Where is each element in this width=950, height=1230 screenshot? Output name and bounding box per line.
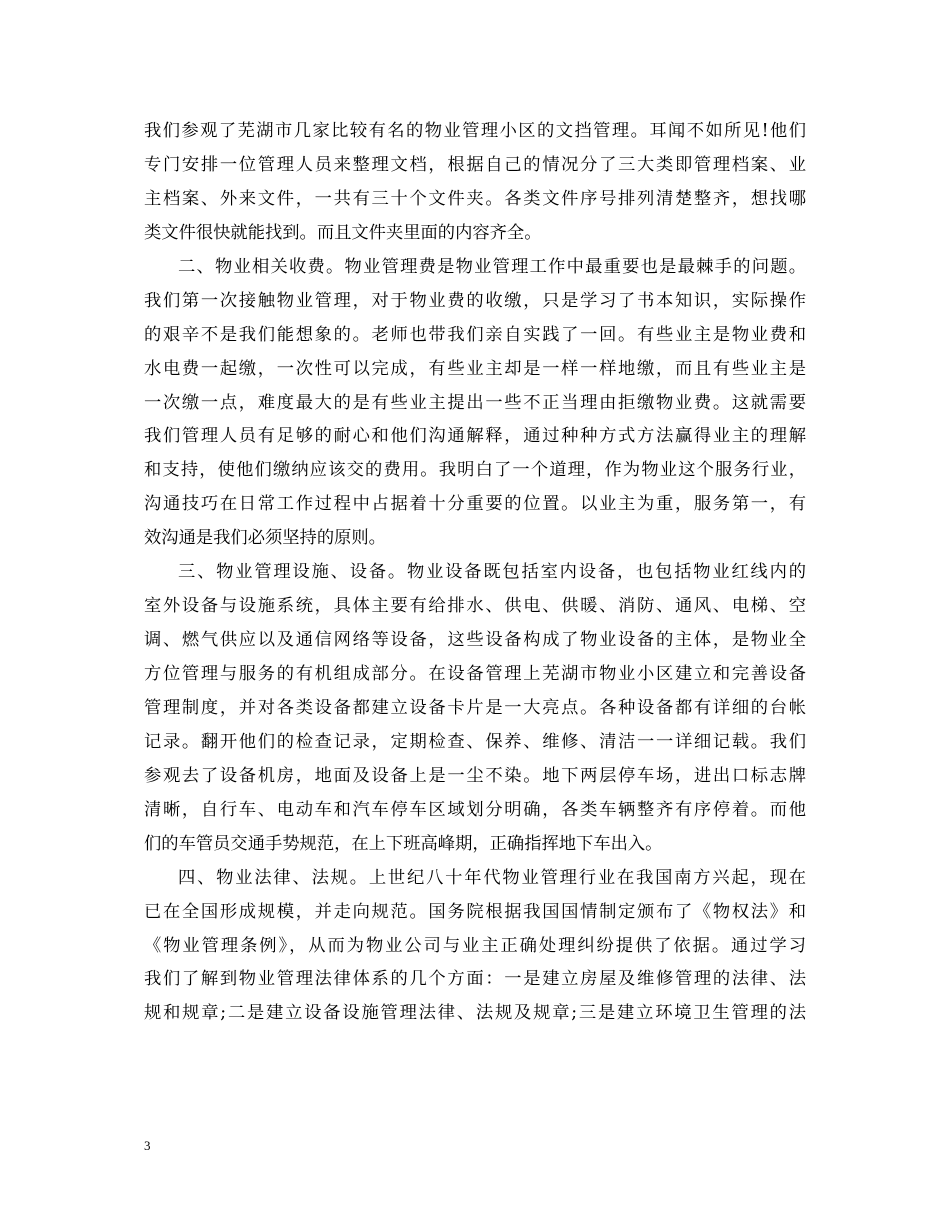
text-line: 水电费一起缴，一次性可以完成，有些业主却是一样一样地缴，而且有些业主是 bbox=[144, 358, 808, 379]
paragraph-first-line: 四、物业法律、法规。上世纪八十年代物业管理行业在我国南方兴起，现在 bbox=[178, 867, 808, 888]
text-line: 参观去了设备机房，地面及设备上是一尘不染。地下两层停车场，进出口标志牌 bbox=[144, 765, 808, 786]
text-line: 们的车管员交通手势规范，在上下班高峰期，正确指挥地下车出入。 bbox=[144, 833, 663, 854]
text-line: 沟通技巧在日常工作过程中占据着十分重要的位置。以业主为重，服务第一，有 bbox=[144, 494, 808, 515]
text-line: 规和规章;二是建立设备设施管理法律、法规及规章;三是建立环境卫生管理的法 bbox=[144, 1003, 808, 1024]
text-line: 调、燃气供应以及通信网络等设备，这些设备构成了物业设备的主体，是物业全 bbox=[144, 630, 808, 651]
text-line: 方位管理与服务的有机组成部分。在设备管理上芜湖市物业小区建立和完善设备 bbox=[144, 664, 808, 684]
text-line: 《物业管理条例》，从而为物业公司与业主正确处理纠纷提供了依据。通过学习 bbox=[144, 935, 808, 956]
body-text bbox=[144, 115, 806, 1031]
text-line: 已在全国形成规模，并走向规范。国务院根据我国国情制定颁布了《物权法》和 bbox=[144, 901, 808, 922]
text-line: 一次缴一点，难度最大的是有些业主提出一些不正当理由拒缴物业费。这就需要 bbox=[144, 392, 808, 413]
text-line: 类文件很快就能找到。而且文件夹里面的内容齐全。 bbox=[144, 222, 542, 243]
text-line: 我们管理人员有足够的耐心和他们沟通解释，通过种种方式方法赢得业主的理解 bbox=[144, 426, 808, 447]
text-line: 管理制度，并对各类设备都建立设备卡片是一大亮点。各种设备都有详细的台帐 bbox=[144, 697, 808, 718]
text-line: 我们第一次接触物业管理，对于物业费的收缴，只是学习了书本知识，实际操作 bbox=[144, 290, 808, 311]
text-line: 清晰，自行车、电动车和汽车停车区域划分明确，各类车辆整齐有序停着。而他 bbox=[144, 799, 808, 820]
text-line: 主档案、外来文件，一共有三十个文件夹。各类文件序号排列清楚整齐，想找哪 bbox=[144, 188, 808, 209]
text-line: 和支持，使他们缴纳应该交的费用。我明白了一个道理，作为物业这个服务行业， bbox=[144, 460, 808, 481]
text-line: 的艰辛不是我们能想象的。老师也带我们亲自实践了一回。有些业主是物业费和 bbox=[144, 324, 808, 345]
text-line: 室外设备与设施系统，具体主要有给排水、供电、供暖、消防、通风、电梯、空 bbox=[144, 596, 808, 617]
text-line: 专门安排一位管理人员来整理文档，根据自己的情况分了三大类即管理档案、业 bbox=[144, 154, 808, 175]
text-line: 我们了解到物业管理法律体系的几个方面：一是建立房屋及维修管理的法律、法 bbox=[144, 969, 808, 990]
text-line: 效沟通是我们必须坚持的原则。 bbox=[144, 528, 386, 549]
text-line: 记录。翻开他们的检查记录，定期检查、保养、维修、清洁一一详细记载。我们 bbox=[144, 731, 808, 752]
paragraph-first-line: 三、物业管理设施、设备。物业设备既包括室内设备，也包括物业红线内的 bbox=[178, 562, 808, 583]
page-number: 3 bbox=[144, 1138, 151, 1153]
paragraph-first-line: 二、物业相关收费。物业管理费是物业管理工作中最重要也是最棘手的问题。 bbox=[178, 256, 808, 277]
text-line: 我们参观了芜湖市几家比较有名的物业管理小区的文挡管理。耳闻不如所见!他们 bbox=[144, 121, 808, 141]
